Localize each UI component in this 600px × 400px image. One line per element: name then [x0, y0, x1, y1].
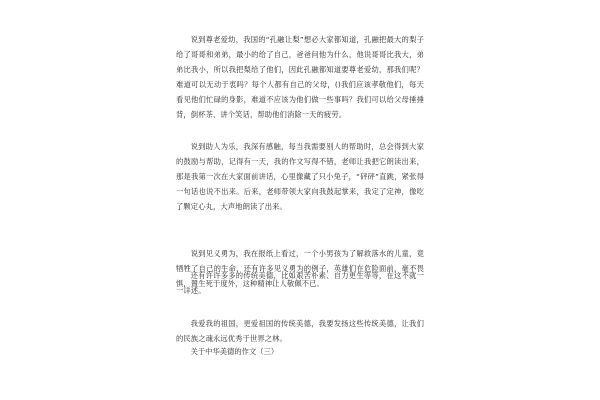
paragraph-helping-others: 说到助人为乐，我深有感触，每当我需要别人的帮助时，总会得到大家的鼓励与帮助，记得有一天，我的作文写得不错，老师让我把它朗读出来，那是我第一次在大家面前讲话，心里像藏了只小兔子，“砰砰”直跳，紧张得一句话也说不出来。后来，老师带领大家向我鼓起掌来，我定了定神，像吃了颗定心丸，大声地朗读了出来。 [176, 142, 424, 211]
paragraph-other-virtues: 还有许许多多的传统美德，比如艰苦朴素、自力更生等等，在这不就一一详述。 [176, 271, 424, 295]
section-heading: 关于中华美德的作文（三） [190, 347, 279, 356]
paragraph-bravery: 说到见义勇为，我在报纸上看过，一个小男孩为了解救落水的儿童，竟牺牲了自己的生命，还有许多见义勇为的例子，英雄们在危险面前，毫不畏惧，置生死于度外，这种精神让人敬佩不已。 [176, 249, 424, 288]
paragraph-love-motherland: 我爱我的祖国，更爱祖国的传统美德，我要发扬这些传统美德，让我们的民族之魂永远优秀于世界之林。 [176, 319, 424, 343]
paragraph-respect-elders: 说到尊老爱幼，我国的“孔融让梨”想必大家都知道，孔融把最大的梨子给了哥哥和弟弟，最小的给了自己，爸爸问他为什么，他说哥哥比我大，弟弟比我小，所以我把梨给了他们，因此孔融都知道要尊老爱幼，那我们呢？难道可以无动于衷吗？每个人都有自己的父母，()我们应该孝敬他们，每天看见他们忙碌的身影，难道不应该为他们做一些事吗？我们可以给父母捶捶背，倒杯茶、讲个笑话，帮助他们消除一天的疲劳。 [176, 35, 424, 119]
